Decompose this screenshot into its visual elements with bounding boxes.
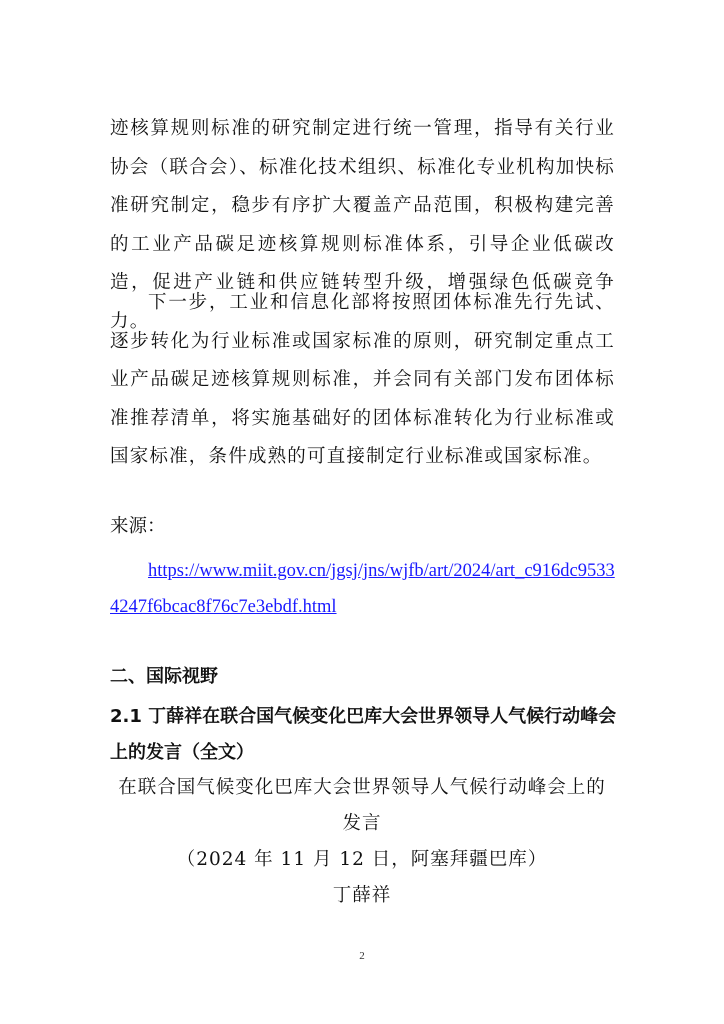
speech-speaker: 丁薛祥: [332, 885, 392, 906]
source-link[interactable]: https://www.miit.gov.cn/jgsj/jns/wjfb/art/2024/art_c916dc95334247f6bcac8f76c7e3ebdf.html: [110, 561, 615, 617]
speech-title-line-2: 发言: [342, 813, 382, 834]
page-number: 2: [359, 950, 365, 962]
body-paragraph-1: 迹核算规则标准的研究制定进行统一管理，指导有关行业协会（联合会）、标准化技术组织、标准化专业机构加快标准研究制定，稳步有序扩大覆盖产品范围，积极构建完善的工业产品碳足迹核算规则标准体系，引导企业低碳改造，促进产业链和供应链转型升级，增强绿色低碳竞争力。: [110, 118, 615, 332]
section-subheading: 2.1 丁薛祥在联合国气候变化巴库大会世界领导人气候行动峰会上的发言（全文）: [110, 706, 617, 763]
section-heading: 二、国际视野: [110, 666, 218, 687]
source-label: 来源：: [110, 516, 166, 537]
speech-date-place: （2024 年 11 月 12 日，阿塞拜疆巴库）: [176, 849, 548, 870]
body-paragraph-2: 下一步，工业和信息化部将按照团体标准先行先试、逐步转化为行业标准或国家标准的原则，研究制定重点工业产品碳足迹核算规则标准，并会同有关部门发布团体标准推荐清单，将实施基础好的团体标准转化为行业标准或国家标准，条件成熟的可直接制定行业标准或国家标准。: [110, 292, 615, 468]
speech-title-line-1: 在联合国气候变化巴库大会世界领导人气候行动峰会上的: [118, 777, 606, 798]
